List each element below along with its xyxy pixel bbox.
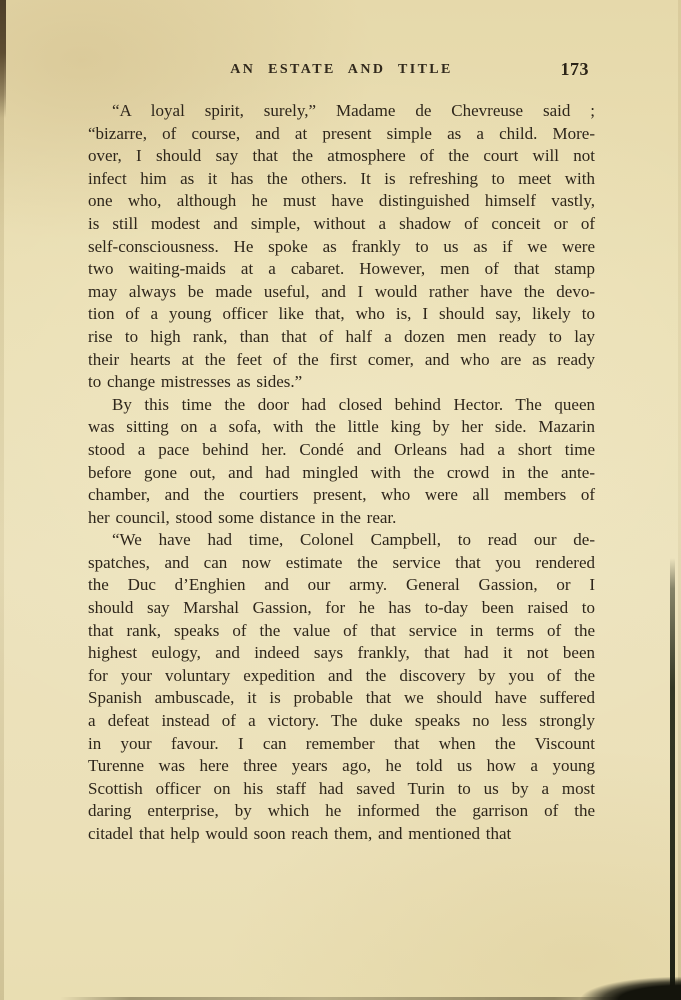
text-line: a defeat instead of a victory. The duke speaks no less strongly — [88, 711, 595, 731]
text-line: Spanish ambuscade, it is probable that we should have suffered — [88, 688, 595, 708]
paragraph — [88, 394, 595, 530]
text-line: By this time the door had closed behind Hector. The queen — [112, 394, 595, 414]
page-corner-shadow — [551, 970, 681, 1000]
text-line: self-consciousness. He spoke as frankly to us as if we were — [88, 236, 595, 256]
text-line: is still modest and simple, without a shadow of conceit or of — [88, 213, 595, 233]
text-line: stood a pace behind her. Condé and Orleans had a short time — [88, 439, 595, 459]
text-line: to change mistresses as sides.” — [88, 372, 303, 392]
text-line: her council, stood some distance in the rear. — [88, 507, 397, 527]
page-edge-shadow-left-top — [0, 0, 6, 118]
page-header — [88, 59, 595, 84]
text-line: was sitting on a sofa, with the little king by her side. Mazarin — [88, 417, 595, 437]
text-line: the Duc d’Enghien and our army. General Gassion, or I — [88, 575, 595, 595]
text-line: daring enterprise, by which he informed the garrison of the — [88, 801, 595, 821]
page-edge-shade-left — [0, 0, 4, 1000]
text-line: “A loyal spirit, surely,” Madame de Chevreuse said ; — [112, 101, 595, 120]
text-line: Turenne was here three years ago, he told us how a young — [88, 756, 595, 776]
text-line: rise to high rank, than that of half a dozen men ready to lay — [88, 326, 595, 346]
text-line: before gone out, and had mingled with the crowd in the ante- — [88, 462, 595, 482]
text-line: infect him as it has the others. It is refreshing to meet with — [88, 168, 595, 188]
text-line: citadel that help would soon reach them, and mentioned that — [88, 824, 512, 843]
text-line: tion of a young officer like that, who is, I should say, likely to — [88, 304, 595, 324]
running-title: AN ESTATE AND TITLE — [230, 62, 453, 77]
page-edge-shadow-right — [670, 558, 675, 992]
text-line: “bizarre, of course, and at present simple as a child. More- — [88, 123, 595, 143]
text-line: highest eulogy, and indeed says frankly, that had it not been — [88, 643, 595, 663]
text-line: chamber, and the courtiers present, who were all members of — [88, 485, 595, 505]
text-line: “We have had time, Colonel Campbell, to read our de- — [112, 530, 595, 550]
text-line: should say Marshal Gassion, for he has to-day been raised to — [88, 598, 595, 618]
text-line: spatches, and can now estimate the service that you rendered — [88, 552, 595, 572]
text-line: for your voluntary expedition and the discovery by you of the — [88, 665, 595, 685]
text-line: in your favour. I can remember that when the Viscount — [88, 733, 595, 753]
paragraph — [88, 529, 595, 845]
text-line: Scottish officer on his staff had saved Turin to us by a most — [88, 778, 595, 798]
paragraph — [88, 100, 595, 394]
page-number: 173 — [560, 59, 589, 79]
text-line: their hearts at the feet of the first comer, and who are as ready — [88, 349, 595, 369]
text-line: over, I should say that the atmosphere of the court will not — [88, 146, 595, 166]
text-line: two waiting-maids at a cabaret. However, men of that stamp — [88, 259, 595, 279]
text-line: may always be made useful, and I would rather have the devo- — [88, 281, 595, 301]
text-column — [88, 0, 595, 846]
text-line: one who, although he must have distinguished himself vastly, — [88, 191, 595, 211]
page-body-text — [88, 100, 595, 846]
text-line: that rank, speaks of the value of that service in terms of the — [88, 620, 595, 640]
